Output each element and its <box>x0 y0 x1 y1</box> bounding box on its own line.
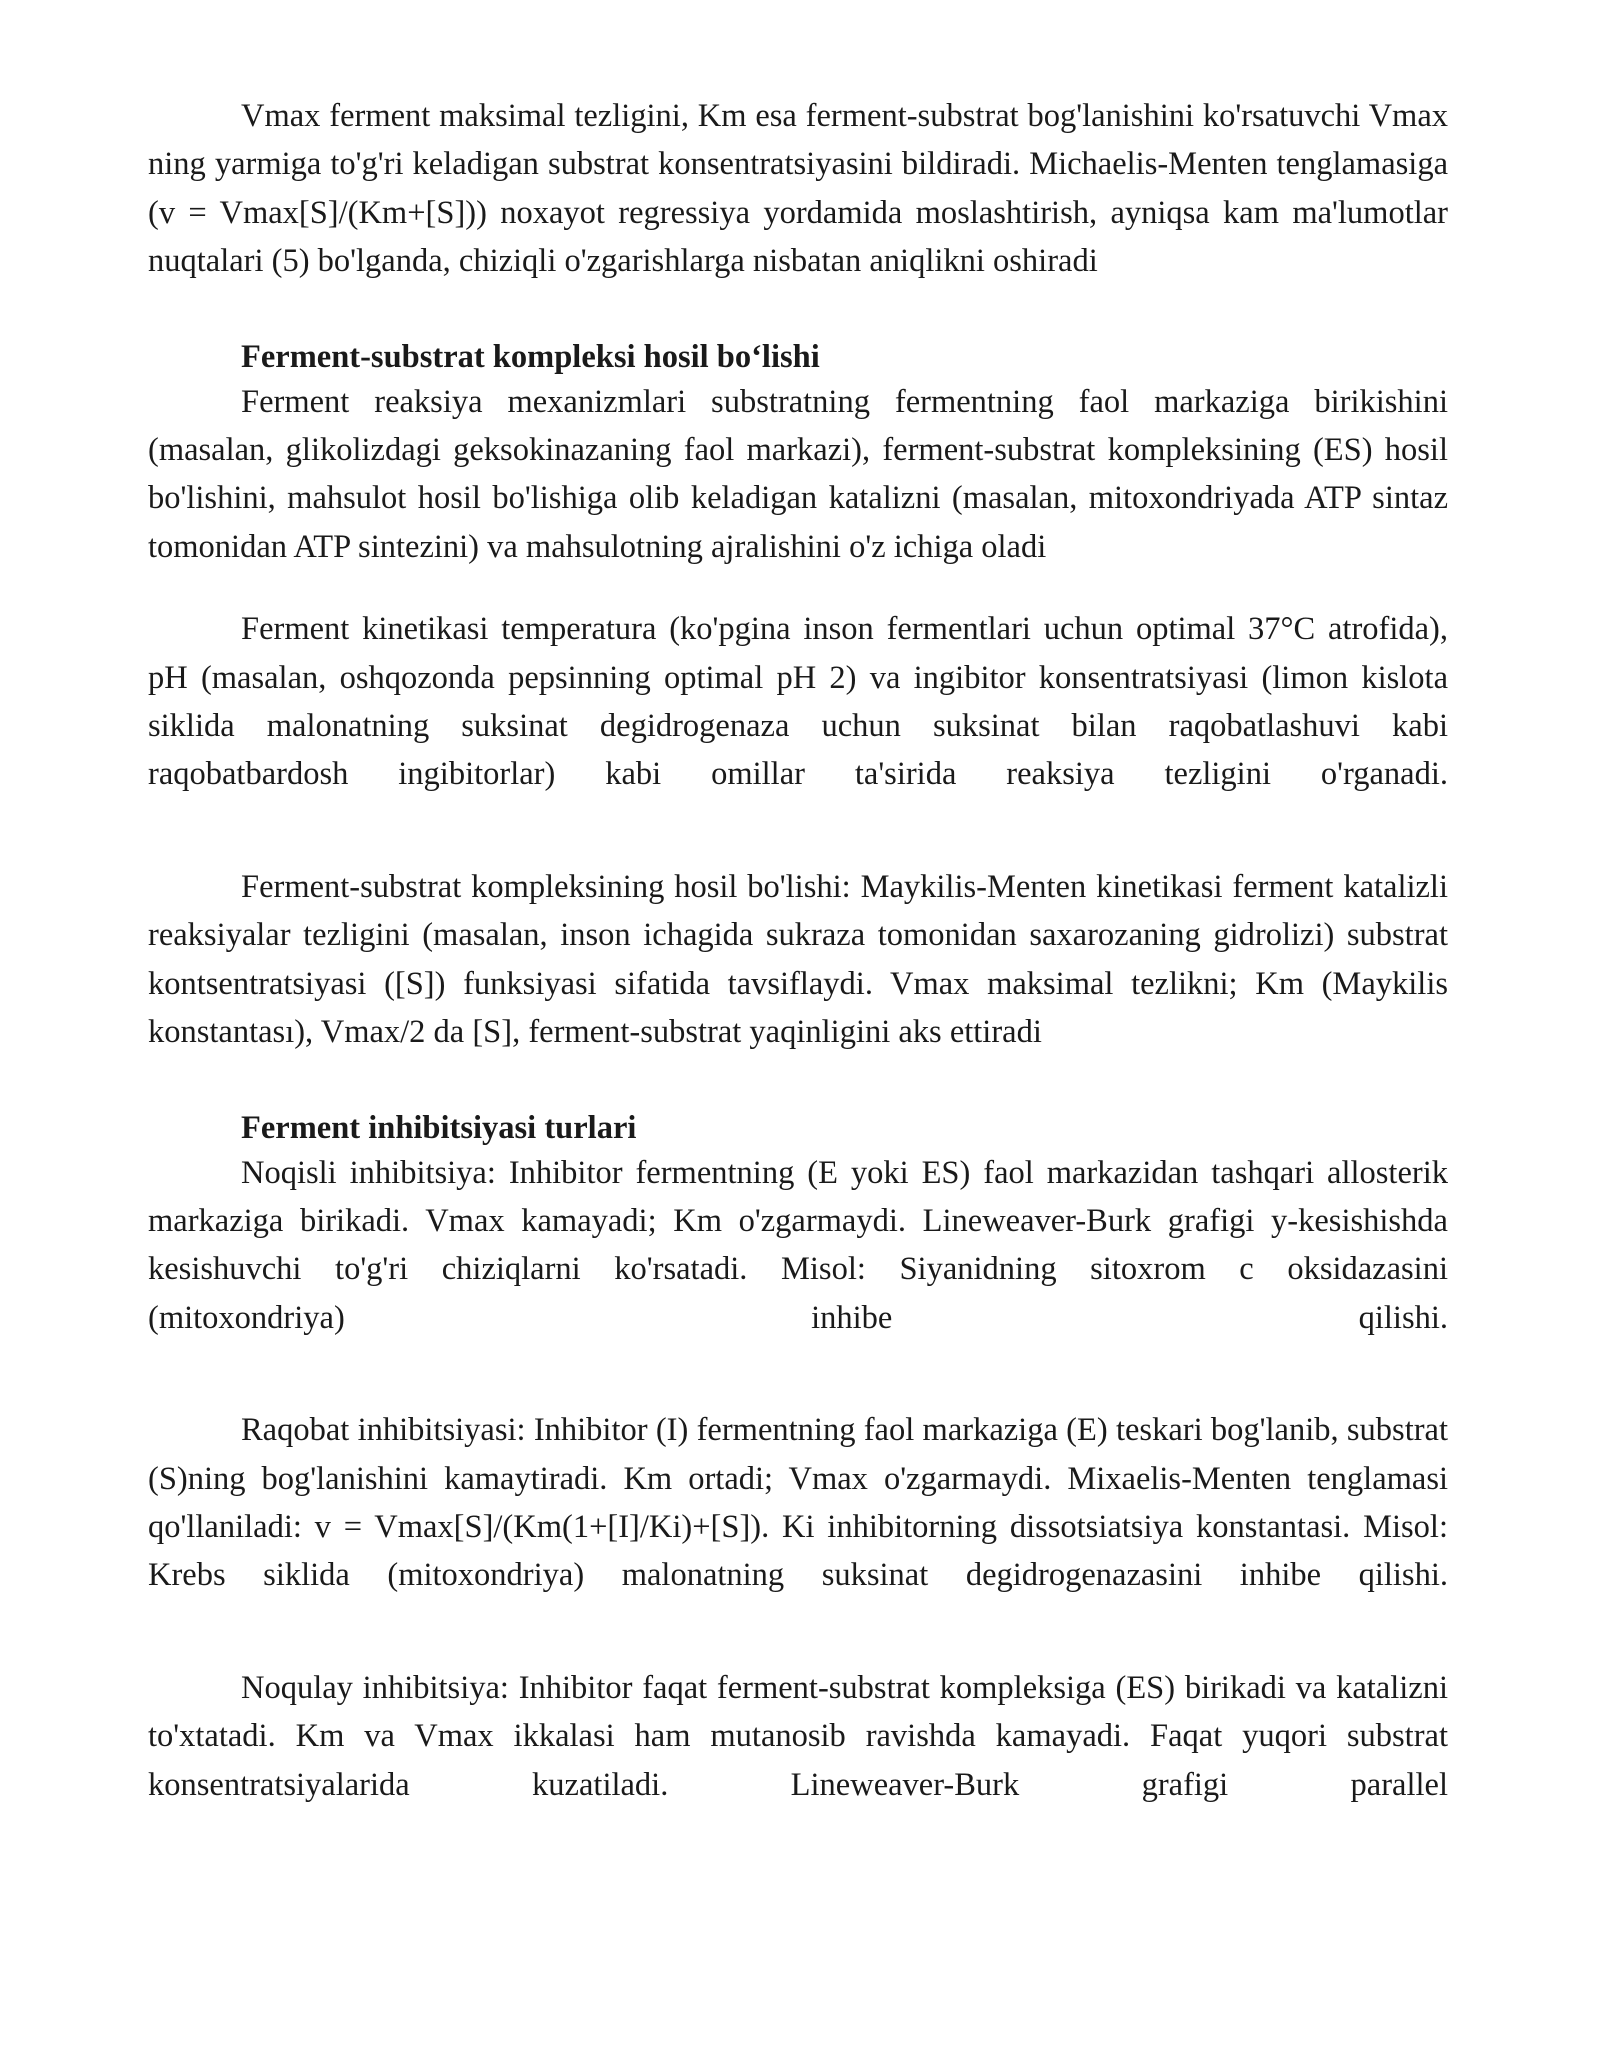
paragraph-competitive-inhibition: Raqobat inhibitsiyasi: Inhibitor (I) fermentning faol markaziga (E) teskari bog'lanib, substrat (S)ning bog'lanishini kamaytiradi. Km ortadi; Vmax o'zgarmaydi. Mixaelis-Menten tenglamasi qo'llaniladi: v = Vmax[S]/(Km(1+[I]/Ki)+[S]). Ki inhibitorning dissotsiatsiya konstantasi. Misol: Krebs siklida (mitoxondriya) malonatning suksinat degidrogenazasini inhibe qilishi. <box>148 1412 1448 1594</box>
paragraph-uncompetitive-inhibition: Noqulay inhibitsiya: Inhibitor faqat ferment-substrat kompleksiga (ES) birikadi va katalizni to'xtatadi. Km va Vmax ikkalasi ham mutanosib ravishda kamayadi. Faqat yuqori substrat konsentratsiyalarida kuzatiladi. Lineweaver-Burk grafigi parallel <box>148 1669 1448 1803</box>
paragraph-enzyme-mechanisms: Ferment reaksiya mexanizmlari substratning fermentning faol markaziga birikishini (masalan, glikolizdagi geksokinazaning faol markazi), ferment-substrat kompleksining (ES) hosil bo'lishini, mahsulot hosil bo'lishiga olib keladigan katalizni (masalan, mitoxondriyada ATP sintaz tomonidan ATP sintezini) va mahsulotning ajralishini o'z ichiga oladi <box>148 383 1448 565</box>
paragraph-michaelis-menten: Ferment-substrat kompleksining hosil bo'lishi: Maykilis-Menten kinetikasi ferment katalizli reaksiyalar tezligini (masalan, inson ichagida sukraza tomonidan saxarozaning gidrolizi) substrat kontsentratsiyasi ([S]) funksiyasi sifatida tavsiflaydi. Vmax maksimal tezlikni; Km (Maykilis konstantası), Vmax/2 da [S], ferment-substrat yaqinligini aks ettiradi <box>148 868 1448 1051</box>
heading-es-complex: Ferment-substrat kompleksi hosil bo‘lishi <box>241 338 820 375</box>
paragraph-vmax-km: Vmax ferment maksimal tezligini, Km esa ferment-substrat bog'lanishini ko'rsatuvchi Vmax ning yarmiga to'g'ri keladigan substrat konsentratsiyasini bildiradi. Michaelis-Menten tenglamasiga (v = Vmax[S]/(Km+[S])) noxayot regressiya yordamida moslashtirish, ayniqsa kam ma'lumotlar nuqtalari (5) bo'lganda, chiziqli o'zgarishlarga nisbatan aniqlikni oshiradi <box>148 98 1448 280</box>
paragraph-enzyme-kinetics-factors: Ferment kinetikasi temperatura (ko'pgina inson fermentlari uchun optimal 37°C atrofida), pH (masalan, oshqozonda pepsinning optimal pH 2) va ingibitor konsentratsiyasi (limon kislota siklida malonatning suksinat degidrogenaza uchun suksinat bilan raqobatlashuvi kabi raqobatbardosh ingibitorlar) kabi omillar ta'sirida reaksiya tezligini o'rganadi. <box>148 611 1448 793</box>
heading-inhibition-types: Ferment inhibitsiyasi turlari <box>241 1109 637 1146</box>
document-page <box>148 92 1448 1809</box>
paragraph-noncompetitive-inhibition: Noqisli inhibitsiya: Inhibitor fermentning (E yoki ES) faol markazidan tashqari allosterik markaziga birikadi. Vmax kamayadi; Km o'zgarmaydi. Lineweaver-Burk grafigi y-kesishishda kesishuvchi to'g'ri chiziqlarni ko'rsatadi. Misol: Siyanidning sitoxrom c oksidazasini (mitoxondriya) inhibe qilishi. <box>148 1154 1448 1336</box>
